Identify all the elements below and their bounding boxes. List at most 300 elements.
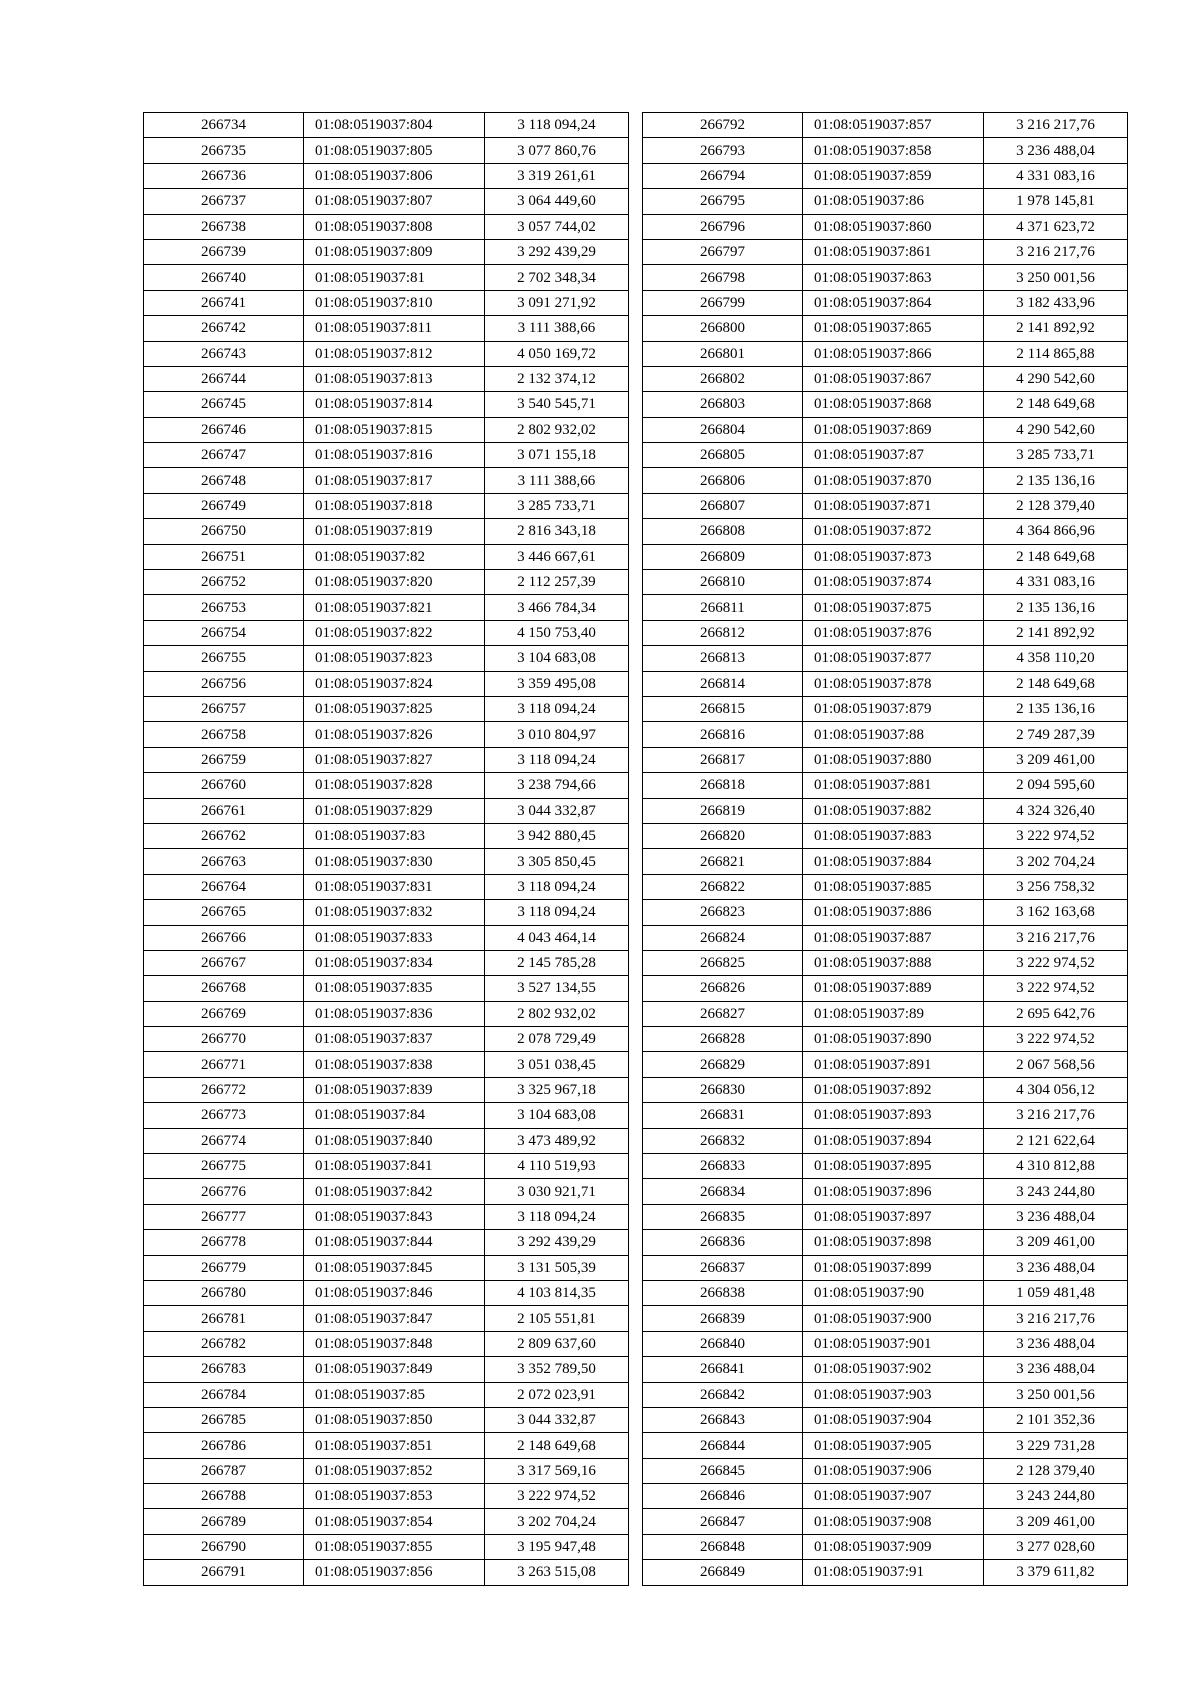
amount-cell: 3 118 094,24 [485,900,629,925]
row-number-cell: 266753 [144,595,304,620]
table-row [144,113,629,138]
row-number-cell: 266776 [144,1179,304,1204]
row-number-cell: 266804 [643,417,803,442]
cadastral-number-cell: 01:08:0519037:906 [803,1458,984,1483]
amount-cell: 3 077 860,76 [485,138,629,163]
amount-cell: 3 285 733,71 [984,443,1128,468]
amount-cell: 4 150 753,40 [485,620,629,645]
cadastral-number-cell: 01:08:0519037:847 [304,1306,485,1331]
table-row [144,646,629,671]
cadastral-number-cell: 01:08:0519037:835 [304,976,485,1001]
amount-cell: 2 132 374,12 [485,366,629,391]
row-number-cell: 266840 [643,1331,803,1356]
amount-cell: 2 078 729,49 [485,1027,629,1052]
cadastral-number-cell: 01:08:0519037:86 [803,189,984,214]
table-row [643,620,1128,645]
row-number-cell: 266763 [144,849,304,874]
table-row [144,290,629,315]
row-number-cell: 266768 [144,976,304,1001]
cadastral-number-cell: 01:08:0519037:845 [304,1255,485,1280]
row-number-cell: 266790 [144,1534,304,1559]
cadastral-number-cell: 01:08:0519037:839 [304,1077,485,1102]
amount-cell: 3 222 974,52 [984,950,1128,975]
row-number-cell: 266789 [144,1509,304,1534]
row-number-cell: 266813 [643,646,803,671]
table-row [643,113,1128,138]
table-row [643,1357,1128,1382]
amount-cell: 3 216 217,76 [984,925,1128,950]
row-number-cell: 266824 [643,925,803,950]
cadastral-number-cell: 01:08:0519037:883 [803,823,984,848]
table-row [643,798,1128,823]
table-row [144,417,629,442]
table-row [144,1560,629,1585]
amount-cell: 3 104 683,08 [485,646,629,671]
amount-cell: 2 148 649,68 [485,1433,629,1458]
amount-cell: 3 216 217,76 [984,1103,1128,1128]
table-row [144,1255,629,1280]
row-number-cell: 266805 [643,443,803,468]
table-row [144,773,629,798]
table-row [144,138,629,163]
table-row [144,1534,629,1559]
table-row [643,823,1128,848]
table-row [643,646,1128,671]
amount-cell: 2 121 622,64 [984,1128,1128,1153]
row-number-cell: 266765 [144,900,304,925]
table-row [144,950,629,975]
cadastral-number-cell: 01:08:0519037:891 [803,1052,984,1077]
table-row [643,849,1128,874]
table-row [144,366,629,391]
table-row [643,265,1128,290]
table-row [643,1179,1128,1204]
row-number-cell: 266836 [643,1230,803,1255]
row-number-cell: 266769 [144,1001,304,1026]
row-number-cell: 266786 [144,1433,304,1458]
row-number-cell: 266761 [144,798,304,823]
row-number-cell: 266821 [643,849,803,874]
cadastral-number-cell: 01:08:0519037:854 [304,1509,485,1534]
table-row [643,1280,1128,1305]
cadastral-number-cell: 01:08:0519037:824 [304,671,485,696]
amount-cell: 3 446 667,61 [485,544,629,569]
cadastral-number-cell: 01:08:0519037:881 [803,773,984,798]
row-number-cell: 266747 [144,443,304,468]
table-row [144,392,629,417]
cadastral-number-cell: 01:08:0519037:804 [304,113,485,138]
amount-cell: 3 182 433,96 [984,290,1128,315]
cadastral-number-cell: 01:08:0519037:841 [304,1154,485,1179]
row-number-cell: 266807 [643,493,803,518]
table-row [643,1204,1128,1229]
table-row [643,976,1128,1001]
cadastral-number-cell: 01:08:0519037:829 [304,798,485,823]
row-number-cell: 266796 [643,214,803,239]
cadastral-number-cell: 01:08:0519037:836 [304,1001,485,1026]
amount-cell: 4 371 623,72 [984,214,1128,239]
amount-cell: 2 094 595,60 [984,773,1128,798]
amount-cell: 3 118 094,24 [485,1204,629,1229]
row-number-cell: 266838 [643,1280,803,1305]
cadastral-number-cell: 01:08:0519037:87 [803,443,984,468]
left-table-body [144,113,629,1586]
cadastral-number-cell: 01:08:0519037:903 [803,1382,984,1407]
row-number-cell: 266743 [144,341,304,366]
table-row [643,1103,1128,1128]
table-row [643,696,1128,721]
cadastral-number-cell: 01:08:0519037:834 [304,950,485,975]
row-number-cell: 266846 [643,1484,803,1509]
amount-cell: 3 118 094,24 [485,747,629,772]
cadastral-number-cell: 01:08:0519037:890 [803,1027,984,1052]
row-number-cell: 266782 [144,1331,304,1356]
table-row [144,544,629,569]
table-row [643,138,1128,163]
row-number-cell: 266774 [144,1128,304,1153]
row-number-cell: 266775 [144,1154,304,1179]
amount-cell: 3 292 439,29 [485,1230,629,1255]
row-number-cell: 266736 [144,163,304,188]
amount-cell: 4 331 083,16 [984,570,1128,595]
cadastral-number-cell: 01:08:0519037:897 [803,1204,984,1229]
cadastral-number-cell: 01:08:0519037:894 [803,1128,984,1153]
cadastral-number-cell: 01:08:0519037:869 [803,417,984,442]
amount-cell: 4 304 056,12 [984,1077,1128,1102]
row-number-cell: 266848 [643,1534,803,1559]
row-number-cell: 266757 [144,696,304,721]
table-row [643,214,1128,239]
table-row [643,1382,1128,1407]
table-row [144,163,629,188]
table-row [643,1560,1128,1585]
cadastral-number-cell: 01:08:0519037:884 [803,849,984,874]
cadastral-number-cell: 01:08:0519037:852 [304,1458,485,1483]
table-row [643,1027,1128,1052]
row-number-cell: 266754 [144,620,304,645]
cadastral-number-cell: 01:08:0519037:88 [803,722,984,747]
amount-cell: 3 044 332,87 [485,1407,629,1432]
amount-cell: 3 195 947,48 [485,1534,629,1559]
amount-cell: 2 105 551,81 [485,1306,629,1331]
amount-cell: 3 292 439,29 [485,239,629,264]
amount-cell: 3 359 495,08 [485,671,629,696]
amount-cell: 2 816 343,18 [485,519,629,544]
amount-cell: 2 141 892,92 [984,316,1128,341]
table-row [643,1509,1128,1534]
table-row [643,1484,1128,1509]
row-number-cell: 266758 [144,722,304,747]
cadastral-number-cell: 01:08:0519037:840 [304,1128,485,1153]
row-number-cell: 266844 [643,1433,803,1458]
cadastral-number-cell: 01:08:0519037:866 [803,341,984,366]
row-number-cell: 266737 [144,189,304,214]
row-number-cell: 266783 [144,1357,304,1382]
table-row [643,1458,1128,1483]
row-number-cell: 266748 [144,468,304,493]
row-number-cell: 266741 [144,290,304,315]
cadastral-number-cell: 01:08:0519037:828 [304,773,485,798]
amount-cell: 3 044 332,87 [485,798,629,823]
cadastral-number-cell: 01:08:0519037:843 [304,1204,485,1229]
amount-cell: 3 118 094,24 [485,874,629,899]
table-row [144,925,629,950]
row-number-cell: 266764 [144,874,304,899]
cadastral-number-cell: 01:08:0519037:872 [803,519,984,544]
table-row [144,1280,629,1305]
table-row [643,417,1128,442]
table-row [144,214,629,239]
table-row [144,1204,629,1229]
amount-cell: 3 057 744,02 [485,214,629,239]
cadastral-number-cell: 01:08:0519037:83 [304,823,485,848]
table-row [144,620,629,645]
cadastral-number-cell: 01:08:0519037:892 [803,1077,984,1102]
amount-cell: 3 379 611,82 [984,1560,1128,1585]
table-row [643,595,1128,620]
row-number-cell: 266809 [643,544,803,569]
row-number-cell: 266828 [643,1027,803,1052]
table-row [643,239,1128,264]
row-number-cell: 266791 [144,1560,304,1585]
table-row [643,519,1128,544]
cadastral-number-cell: 01:08:0519037:859 [803,163,984,188]
row-number-cell: 266739 [144,239,304,264]
table-row [144,595,629,620]
row-number-cell: 266810 [643,570,803,595]
table-row [643,163,1128,188]
table-row [643,493,1128,518]
cadastral-number-cell: 01:08:0519037:908 [803,1509,984,1534]
cadastral-number-cell: 01:08:0519037:867 [803,366,984,391]
amount-cell: 2 802 932,02 [485,417,629,442]
amount-cell: 3 250 001,56 [984,265,1128,290]
cadastral-number-cell: 01:08:0519037:875 [803,595,984,620]
row-number-cell: 266773 [144,1103,304,1128]
table-row [643,671,1128,696]
cadastral-number-cell: 01:08:0519037:896 [803,1179,984,1204]
table-row [643,747,1128,772]
row-number-cell: 266752 [144,570,304,595]
table-row [643,950,1128,975]
amount-cell: 3 319 261,61 [485,163,629,188]
cadastral-number-cell: 01:08:0519037:808 [304,214,485,239]
table-row [144,1179,629,1204]
cadastral-number-cell: 01:08:0519037:851 [304,1433,485,1458]
row-number-cell: 266841 [643,1357,803,1382]
cadastral-number-cell: 01:08:0519037:827 [304,747,485,772]
table-row [643,189,1128,214]
cadastral-number-cell: 01:08:0519037:887 [803,925,984,950]
cadastral-number-cell: 01:08:0519037:844 [304,1230,485,1255]
amount-cell: 3 243 244,80 [984,1484,1128,1509]
table-row [643,468,1128,493]
amount-cell: 3 222 974,52 [485,1484,629,1509]
row-number-cell: 266798 [643,265,803,290]
table-row [144,1154,629,1179]
table-row [144,1331,629,1356]
amount-cell: 3 236 488,04 [984,1331,1128,1356]
cadastral-number-cell: 01:08:0519037:809 [304,239,485,264]
amount-cell: 4 331 083,16 [984,163,1128,188]
row-number-cell: 266803 [643,392,803,417]
cadastral-number-cell: 01:08:0519037:863 [803,265,984,290]
row-number-cell: 266817 [643,747,803,772]
table-row [144,823,629,848]
table-row [643,1230,1128,1255]
cadastral-number-cell: 01:08:0519037:898 [803,1230,984,1255]
amount-cell: 2 112 257,39 [485,570,629,595]
amount-cell: 2 114 865,88 [984,341,1128,366]
row-number-cell: 266740 [144,265,304,290]
table-row [144,1001,629,1026]
amount-cell: 2 135 136,16 [984,468,1128,493]
row-number-cell: 266771 [144,1052,304,1077]
cadastral-number-cell: 01:08:0519037:819 [304,519,485,544]
table-row [144,1103,629,1128]
cadastral-number-cell: 01:08:0519037:901 [803,1331,984,1356]
amount-cell: 3 104 683,08 [485,1103,629,1128]
cadastral-number-cell: 01:08:0519037:820 [304,570,485,595]
table-row [144,1077,629,1102]
table-row [643,544,1128,569]
row-number-cell: 266818 [643,773,803,798]
amount-cell: 4 310 812,88 [984,1154,1128,1179]
row-number-cell: 266815 [643,696,803,721]
row-number-cell: 266781 [144,1306,304,1331]
amount-cell: 3 209 461,00 [984,1509,1128,1534]
cadastral-number-cell: 01:08:0519037:888 [803,950,984,975]
cadastral-number-cell: 01:08:0519037:905 [803,1433,984,1458]
table-row [643,1001,1128,1026]
cadastral-number-cell: 01:08:0519037:895 [803,1154,984,1179]
cadastral-number-cell: 01:08:0519037:899 [803,1255,984,1280]
cadastral-number-cell: 01:08:0519037:813 [304,366,485,391]
amount-cell: 2 141 892,92 [984,620,1128,645]
table-row [144,671,629,696]
amount-cell: 2 802 932,02 [485,1001,629,1026]
table-row [144,316,629,341]
row-number-cell: 266759 [144,747,304,772]
cadastral-number-cell: 01:08:0519037:870 [803,468,984,493]
table-row [144,1230,629,1255]
row-number-cell: 266794 [643,163,803,188]
cadastral-number-cell: 01:08:0519037:822 [304,620,485,645]
amount-cell: 3 111 388,66 [485,468,629,493]
table-row [144,443,629,468]
table-row [144,1458,629,1483]
cadastral-number-cell: 01:08:0519037:805 [304,138,485,163]
amount-cell: 3 118 094,24 [485,113,629,138]
cadastral-number-cell: 01:08:0519037:90 [803,1280,984,1305]
amount-cell: 3 305 850,45 [485,849,629,874]
amount-cell: 3 540 545,71 [485,392,629,417]
row-number-cell: 266755 [144,646,304,671]
cadastral-number-cell: 01:08:0519037:874 [803,570,984,595]
row-number-cell: 266787 [144,1458,304,1483]
row-number-cell: 266829 [643,1052,803,1077]
amount-cell: 2 749 287,39 [984,722,1128,747]
cadastral-number-cell: 01:08:0519037:838 [304,1052,485,1077]
cadastral-number-cell: 01:08:0519037:832 [304,900,485,925]
row-number-cell: 266738 [144,214,304,239]
cadastral-number-cell: 01:08:0519037:825 [304,696,485,721]
amount-cell: 3 236 488,04 [984,1255,1128,1280]
row-number-cell: 266816 [643,722,803,747]
table-row [643,316,1128,341]
table-row [144,468,629,493]
row-number-cell: 266746 [144,417,304,442]
amount-cell: 3 051 038,45 [485,1052,629,1077]
table-row [643,570,1128,595]
row-number-cell: 266843 [643,1407,803,1432]
cadastral-number-cell: 01:08:0519037:89 [803,1001,984,1026]
amount-cell: 3 236 488,04 [984,138,1128,163]
row-number-cell: 266831 [643,1103,803,1128]
amount-cell: 3 118 094,24 [485,696,629,721]
cadastral-number-cell: 01:08:0519037:81 [304,265,485,290]
right-table-body [643,113,1128,1586]
row-number-cell: 266744 [144,366,304,391]
table-row [643,1407,1128,1432]
cadastral-number-cell: 01:08:0519037:833 [304,925,485,950]
cadastral-number-cell: 01:08:0519037:818 [304,493,485,518]
amount-cell: 2 135 136,16 [984,696,1128,721]
amount-cell: 4 290 542,60 [984,417,1128,442]
row-number-cell: 266734 [144,113,304,138]
row-number-cell: 266793 [643,138,803,163]
amount-cell: 3 256 758,32 [984,874,1128,899]
amount-cell: 3 243 244,80 [984,1179,1128,1204]
amount-cell: 3 010 804,97 [485,722,629,747]
table-row [144,1052,629,1077]
amount-cell: 3 238 794,66 [485,773,629,798]
table-row [144,189,629,214]
row-number-cell: 266788 [144,1484,304,1509]
table-row [144,570,629,595]
cadastral-number-cell: 01:08:0519037:848 [304,1331,485,1356]
amount-cell: 3 229 731,28 [984,1433,1128,1458]
row-number-cell: 266819 [643,798,803,823]
row-number-cell: 266800 [643,316,803,341]
cadastral-number-cell: 01:08:0519037:865 [803,316,984,341]
cadastral-number-cell: 01:08:0519037:907 [803,1484,984,1509]
row-number-cell: 266801 [643,341,803,366]
table-row [643,392,1128,417]
table-row [144,1306,629,1331]
table-row [144,519,629,544]
cadastral-number-cell: 01:08:0519037:821 [304,595,485,620]
row-number-cell: 266826 [643,976,803,1001]
table-row [144,900,629,925]
row-number-cell: 266749 [144,493,304,518]
row-number-cell: 266839 [643,1306,803,1331]
cadastral-number-cell: 01:08:0519037:902 [803,1357,984,1382]
row-number-cell: 266760 [144,773,304,798]
amount-cell: 3 202 704,24 [984,849,1128,874]
cadastral-number-cell: 01:08:0519037:877 [803,646,984,671]
amount-cell: 2 702 348,34 [485,265,629,290]
table-row [144,239,629,264]
row-number-cell: 266847 [643,1509,803,1534]
table-row [643,1052,1128,1077]
table-row [144,849,629,874]
table-row [643,290,1128,315]
cadastral-number-cell: 01:08:0519037:849 [304,1357,485,1382]
table-row [643,1433,1128,1458]
row-number-cell: 266772 [144,1077,304,1102]
cadastral-number-cell: 01:08:0519037:830 [304,849,485,874]
